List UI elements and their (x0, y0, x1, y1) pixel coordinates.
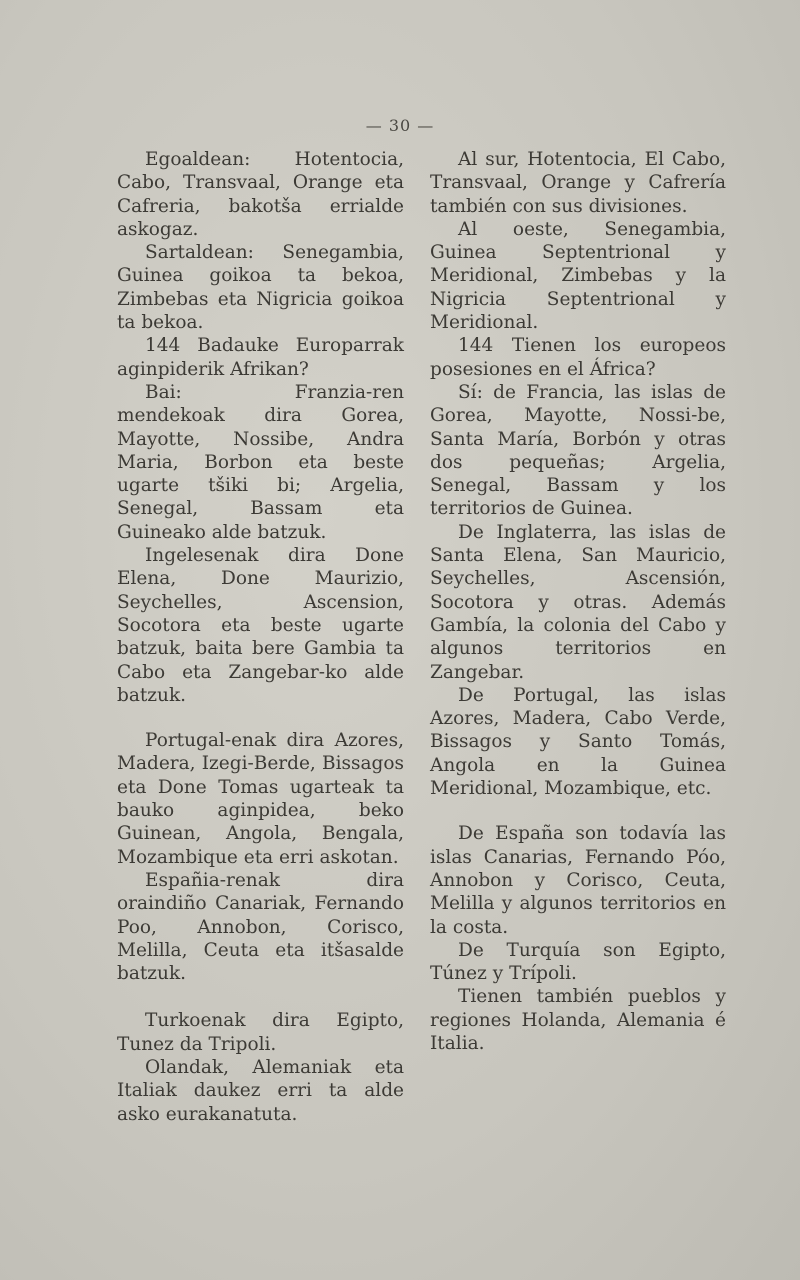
spanish-paragraph-others: Tienen también pueblos y regiones Holanda, Alemania é Italia. (430, 986, 726, 1054)
basque-paragraph-south: Egoaldean: Hotentocia, Cabo, Transvaal, Orange eta Cafreria, bakotša errialde askogaz. (117, 149, 404, 240)
spanish-question-144: 144 Tienen los europeos posesiones en el África? (430, 335, 726, 380)
spanish-paragraph-west: Al oeste, Senegambia, Guinea Septentrional y Meridional, Zimbebas y la Nigricia Septentrional y Meridional. (430, 218, 726, 334)
spanish-paragraph-turkey: De Turquía son Egipto, Túnez y Trípoli. (430, 939, 726, 985)
page-number: — 30 — (365, 116, 435, 135)
basque-paragraph-west: Sartaldean: Senegambia, Guinea goikoa ta bekoa, Zimbebas eta Nigricia goikoa ta bekoa. (117, 242, 404, 334)
basque-paragraph-spain: Españia-renak dira oraindiño Canariak, Fernando Poo, Annobon, Corisco, Melilla, Ceuta eta itšasalde batzuk. (117, 869, 404, 985)
spanish-paragraph-portugal: De Portugal, las islas Azores, Madera, Cabo Verde, Bissagos y Santo Tomás, Angola en la Guinea Meridional, Mozambique, etc. (430, 684, 726, 800)
basque-question-144: 144 Badauke Europarrak aginpiderik Afrikan? (117, 335, 404, 380)
spanish-paragraph-england: De Inglaterra, las islas de Santa Elena, San Mauricio, Seychelles, Ascensión, Socotora y otras. Además Gambía, la colonia del Cabo y algunos territorios en Zangebar. (430, 521, 726, 683)
basque-paragraph-england: Ingelesenak dira Done Elena, Done Maurizio, Seychelles, Ascension, Socotora eta beste ugarte batzuk, baita bere Gambia ta Cabo eta Zangebar-ko alde batzuk. (117, 545, 404, 706)
spanish-column (430, 148, 726, 1055)
basque-column (117, 148, 404, 1126)
basque-paragraph-portugal: Portugal-enak dira Azores, Madera, Izegi-Berde, Bissagos eta Done Tomas ugarteak ta bauko aginpidea, beko Guinean, Angola, Bengala, Mozambique eta erri askotan. (117, 730, 404, 868)
basque-paragraph-others: Olandak, Alemaniak eta Italiak daukez erri ta alde asko eurakanatuta. (117, 1056, 404, 1125)
spanish-paragraph-spain: De España son todavía las islas Canarias, Fernando Póo, Annobon y Corisco, Ceuta, Melilla y algunos territorios en la costa. (430, 823, 726, 938)
basque-paragraph-france: Bai: Franzia-ren mendekoak dira Gorea, Mayotte, Nossibe, Andra Maria, Borbon eta beste ugarte tšiki bi; Argelia, Senegal, Bassam eta Guineako alde batzuk. (117, 381, 404, 543)
spanish-paragraph-south: Al sur, Hotentocia, El Cabo, Transvaal, Orange y Cafrería también con sus divisiones. (430, 149, 726, 217)
basque-paragraph-turkey: Turkoenak dira Egipto, Tunez da Tripoli. (117, 1010, 404, 1055)
spanish-paragraph-france: Sí: de Francia, las islas de Gorea, Mayotte, Nossi-be, Santa María, Borbón y otras dos pequeñas; Argelia, Senegal, Bassam y los territorios de Guinea. (430, 381, 726, 520)
